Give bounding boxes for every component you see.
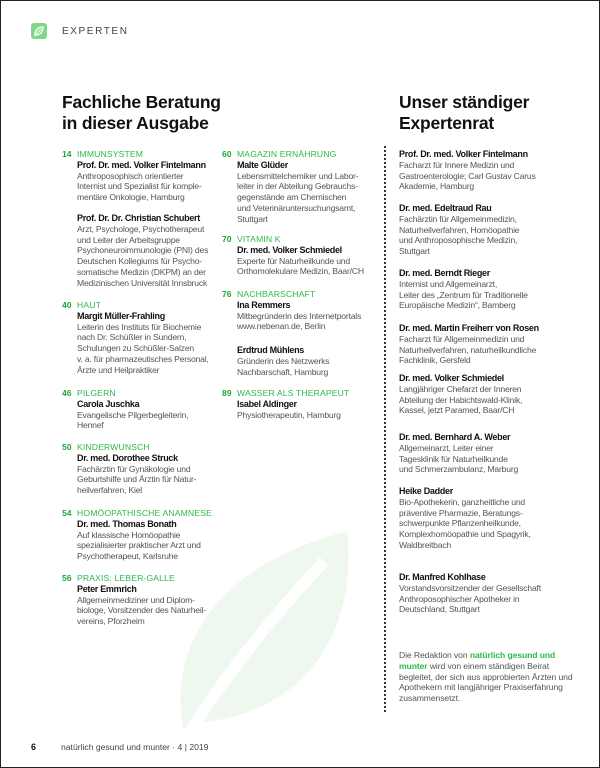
expert-description: Experte für Naturheilkunde und Orthomolekulare Medizin, Baar/CH (237, 255, 364, 277)
page-ref: 54 (62, 508, 72, 518)
issue-entry (62, 388, 189, 431)
expert-description: Langjähriger Chefarzt der Inneren Abteilung der Habichtswald-Klinik, Kassel, jetzt Paramed, Baar/CH (399, 383, 523, 416)
topic-category: HOMÖOPATHISCHE ANAMNESE (77, 508, 212, 518)
expert-name: Dr. Manfred Kohlhase (399, 572, 486, 582)
editorial-note (399, 650, 577, 704)
expert-description: Arzt, Psychologe, Psychotherapeut und Leiter der Arbeitsgruppe Psychoneuroimmunologie (PNI) des Deutschen Kollegiums für Psycho- somatische Medizin (DKPM) an der Medizinischen Universität Innsbruck (77, 223, 209, 288)
issue-entry (237, 345, 329, 377)
issue-entry (62, 149, 206, 203)
footer-publication: natürlich gesund und munter · 4 | 2019 (61, 742, 209, 752)
expert-description: Physiotherapeutin, Hamburg (237, 409, 341, 420)
issue-entry (222, 149, 359, 225)
page-ref: 50 (62, 442, 72, 452)
issue-entry (77, 213, 208, 289)
issue-entry (222, 234, 364, 277)
expert-description: Bio-Apothekerin, ganzheitliche und präventive Pharmazie, Beratungs- schwerpunkte Pflanzenheilkunde, Komplexhomöopathie und Spagyrik, Waldbreitbach (399, 496, 531, 550)
note-text: Die Redaktion von (399, 650, 470, 660)
expert-description: Facharzt für Allgemeinmedizin und Naturheilverfahren, naturheilkundliche Fachklinik, Gersfeld (399, 333, 537, 366)
topic-category: PRAXIS: LEBER-GALLE (77, 573, 175, 583)
topic-category: VITAMIN K (237, 234, 281, 244)
council-member (399, 432, 518, 475)
topic-category: HAUT (77, 300, 101, 310)
expert-description: Gründerin des Netzwerks Nachbarschaft, Hamburg (237, 355, 330, 377)
expert-description: Facharzt für Innere Medizin und Gastroenterologie; Carl Gustav Carus Akademie, Hamburg (399, 159, 536, 192)
expert-description: Auf klassische Homöopathie spezialisierter praktischer Arzt und Psychotherapeut, Karlsruhe (77, 529, 201, 562)
expert-name: Peter Emmrich (77, 583, 137, 594)
expert-name: Dr. med. Dorothee Struck (77, 452, 178, 463)
expert-description: Allgemeinarzt, Leiter einer Tagesklinik für Naturheilkunde und Schmerzambulanz, Marburg (399, 442, 519, 475)
expert-description: Evangelische Pilgerbegleiterin, Hennef (77, 409, 189, 431)
expert-name: Dr. med. Martin Freiherr von Rosen (399, 323, 539, 333)
page-ref: 40 (62, 300, 72, 310)
expert-name: Prof. Dr. med. Volker Fintelmann (77, 159, 206, 170)
council-member (399, 373, 522, 416)
page-ref: 76 (222, 289, 232, 299)
expert-name: Heike Dadder (399, 486, 453, 496)
expert-name: Dr. med. Thomas Bonath (77, 518, 177, 529)
expert-description: Lebensmittelchemiker und Labor- leiter in der Abteilung Gebrauchs- gegenstände am Chemischen und Veterinäruntersuchungsamt, Stuttgart (237, 170, 359, 224)
expert-name: Malte Glüder (237, 159, 288, 170)
council-member (399, 203, 519, 257)
note-brand: natürlich gesund und munter (399, 650, 556, 671)
council-member (399, 486, 531, 551)
expert-name: Dr. med. Volker Schmiedel (399, 373, 504, 383)
topic-category: KINDERWUNSCH (77, 442, 150, 452)
expert-description: Fachärztin für Allgemeinmedizin, Naturheilverfahren, Homöopathie und Anthroposophische Medizin, Stuttgart (399, 213, 520, 257)
issue-entry (62, 300, 209, 376)
page-ref: 14 (62, 149, 72, 159)
issue-entry (62, 508, 212, 562)
expert-description: Vorstandsvorsitzender der Gesellschaft Anthroposophischer Apotheker in Deutschland, Stuttgart (399, 582, 541, 615)
council-heading: Unser ständiger Expertenrat (399, 92, 530, 133)
page-ref: 60 (222, 149, 232, 159)
issue-entry (222, 388, 350, 420)
page-ref: 46 (62, 388, 72, 398)
expert-name: Dr. med. Volker Schmiedel (237, 244, 342, 255)
expert-name: Prof. Dr. med. Volker Fintelmann (399, 149, 528, 159)
section-badge (31, 23, 47, 39)
page-ref: 56 (62, 573, 72, 583)
council-member (399, 323, 539, 366)
issue-entry (222, 289, 362, 332)
page-number: 6 (31, 742, 37, 752)
council-member (399, 149, 536, 192)
expert-name: Isabel Aldinger (237, 398, 297, 409)
leaf-icon (31, 23, 47, 39)
issue-entry (62, 442, 197, 496)
council-member (399, 572, 541, 615)
expert-name: Carola Juschka (77, 398, 140, 409)
topic-category: WASSER ALS THERAPEUT (237, 388, 350, 398)
issue-entry (62, 573, 206, 627)
expert-name: Erdtrud Mühlens (237, 345, 304, 355)
issue-heading: Fachliche Beratung in dieser Ausgabe (62, 92, 221, 133)
expert-name: Dr. med. Bernhard A. Weber (399, 432, 511, 442)
expert-description: Leiterin des Instituts für Biochemie nach Dr. Schüßler in Sundern, Schulungen zu Schüßler-Salzen v. a. für pharmazeutisches Personal, Ärzte und Heilpraktiker (77, 321, 209, 375)
topic-category: MAGAZIN ERNÄHRUNG (237, 149, 337, 159)
expert-description: Mitbegründerin des Internetportals www.nebenan.de, Berlin (237, 310, 362, 332)
expert-name: Dr. med. Berndt Rieger (399, 268, 490, 278)
topic-category: PILGERN (77, 388, 116, 398)
expert-name: Ina Remmers (237, 299, 291, 310)
topic-category: NACHBARSCHAFT (237, 289, 316, 299)
expert-description: Allgemeinmediziner und Diplom- biologe, Vorsitzender des Naturheil- vereins, Pforzheim (77, 594, 206, 627)
section-label: EXPERTEN (62, 26, 129, 37)
expert-name: Prof. Dr. Dr. Christian Schubert (77, 213, 200, 223)
council-member (399, 268, 528, 311)
expert-name: Margit Müller-Frahling (77, 310, 165, 321)
note-text-end: wird von einem ständigen Beirat begleitet, der sich aus approbierten Ärzten und Apothekern mit langjähriger Praxiserfahrung zusammensetzt. (399, 660, 573, 704)
column-divider (384, 146, 386, 712)
expert-description: Internist und Allgemeinarzt, Leiter des „Zentrum für Traditionelle Europäische Medizin“, Bamberg (399, 278, 528, 311)
expert-name: Dr. med. Edeltraud Rau (399, 203, 492, 213)
page-ref: 70 (222, 234, 232, 244)
page-ref: 89 (222, 388, 232, 398)
expert-description: Anthroposophisch orientierter Internist und Spezialist für komple- mentäre Onkologie, Hamburg (77, 170, 202, 203)
topic-category: IMMUNSYSTEM (77, 149, 144, 159)
expert-description: Fachärztin für Gynäkologie und Geburtshilfe und Ärztin für Natur- heilverfahren, Kiel (77, 463, 197, 496)
